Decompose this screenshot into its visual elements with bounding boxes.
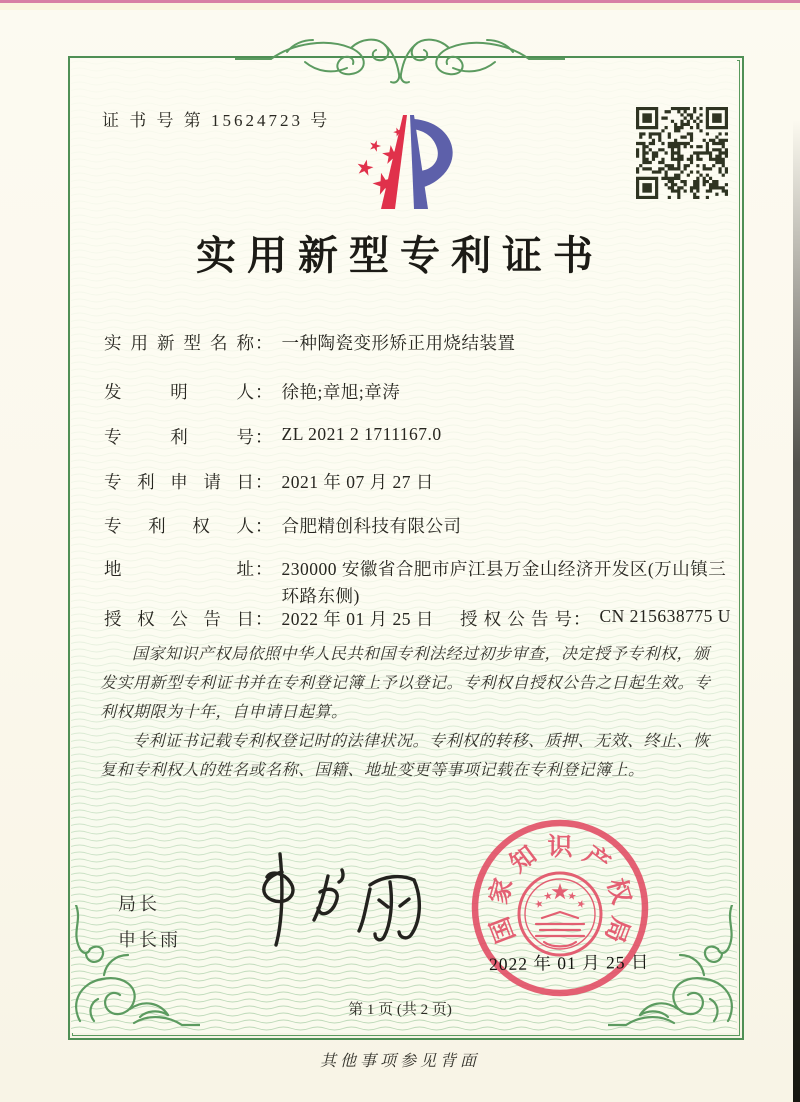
field-row-grant-date [104,606,434,631]
field-label: 专利权人 [104,516,254,536]
field-row-patent-number [104,424,442,449]
legal-paragraph-2: 专利证书记载专利权登记时的法律状况。专利权的转移、质押、无效、终止、恢复和专利权人的姓名或名称、国籍、地址变更等事项记载在专利登记簿上。 [100,733,710,780]
seal-char: 知 [505,841,542,878]
field-colon: ： [255,609,273,629]
certificate-number: 证 书 号 第 15624723 号 [102,111,331,130]
signer-name: 申长雨 [118,930,181,950]
field-colon: ： [255,333,273,353]
field-row-filing-date [104,469,434,494]
field-colon: ： [255,382,273,402]
field-label: 专利号 [104,427,254,447]
field-label: 授权公告号 [460,609,572,629]
field-colon: ： [255,427,273,447]
field-row-inventors [104,379,400,404]
legal-paragraph-1: 国家知识产权局依照中华人民共和国专利法经过初步审查，决定授予专利权，颁发实用新型专利证书并在专利登记簿上予以登记。专利权自授权公告之日起生效。专利权期限为十年，自申请日起算。 [100,646,711,722]
field-colon: ： [255,559,273,579]
legal-text-block [100,640,712,786]
director-signature-icon [224,842,440,954]
scan-edge-top-band [0,3,800,10]
seal-char: 家 [485,875,519,908]
field-colon: ： [573,609,591,629]
cnipa-logo-icon [342,110,467,216]
certificate-title: 实用新型专利证书 [196,233,604,278]
seal-char: 识 [547,834,573,861]
national-emblem [519,873,601,955]
field-label: 专利申请日 [104,472,254,492]
field-colon: ： [255,516,273,536]
back-side-note: 其他事项参见背面 [319,1053,480,1070]
field-row-patentee [104,513,462,538]
page-indicator: 第 1 页 (共 2 页) [348,1002,452,1018]
signer-title: 局长 [118,894,160,914]
field-row-utility-name [104,330,516,355]
field-value: 2021 年 07 月 27 日 [281,472,434,492]
seal-char: 权 [601,875,635,908]
field-value: 230000 安徽省合肥市庐江县万金山经济开发区(万山镇三环路东侧) [281,559,727,606]
seal-char: 产 [578,841,615,878]
field-label: 发明人 [104,382,254,402]
seal-char: 局 [599,913,634,947]
field-label: 地址 [104,559,254,579]
field-value: 合肥精创科技有限公司 [281,516,462,536]
field-label: 授权公告日 [104,609,254,629]
field-value: 徐艳;章旭;章涛 [281,382,401,402]
field-row-grant-number [460,606,731,631]
qr-code-icon [636,107,728,199]
field-label: 实用新型名称 [104,333,254,353]
field-colon: ： [255,472,273,492]
field-value: CN 215638775 U [599,606,731,626]
seal-date: 2022 年 01 月 25 日 [488,951,650,975]
seal-char: 国 [486,913,521,947]
field-value: 一种陶瓷变形矫正用烧结装置 [281,333,516,353]
field-row-address [104,556,734,610]
field-value: ZL 2021 2 1711167.0 [281,424,442,444]
field-value: 2022 年 01 月 25 日 [281,609,434,629]
